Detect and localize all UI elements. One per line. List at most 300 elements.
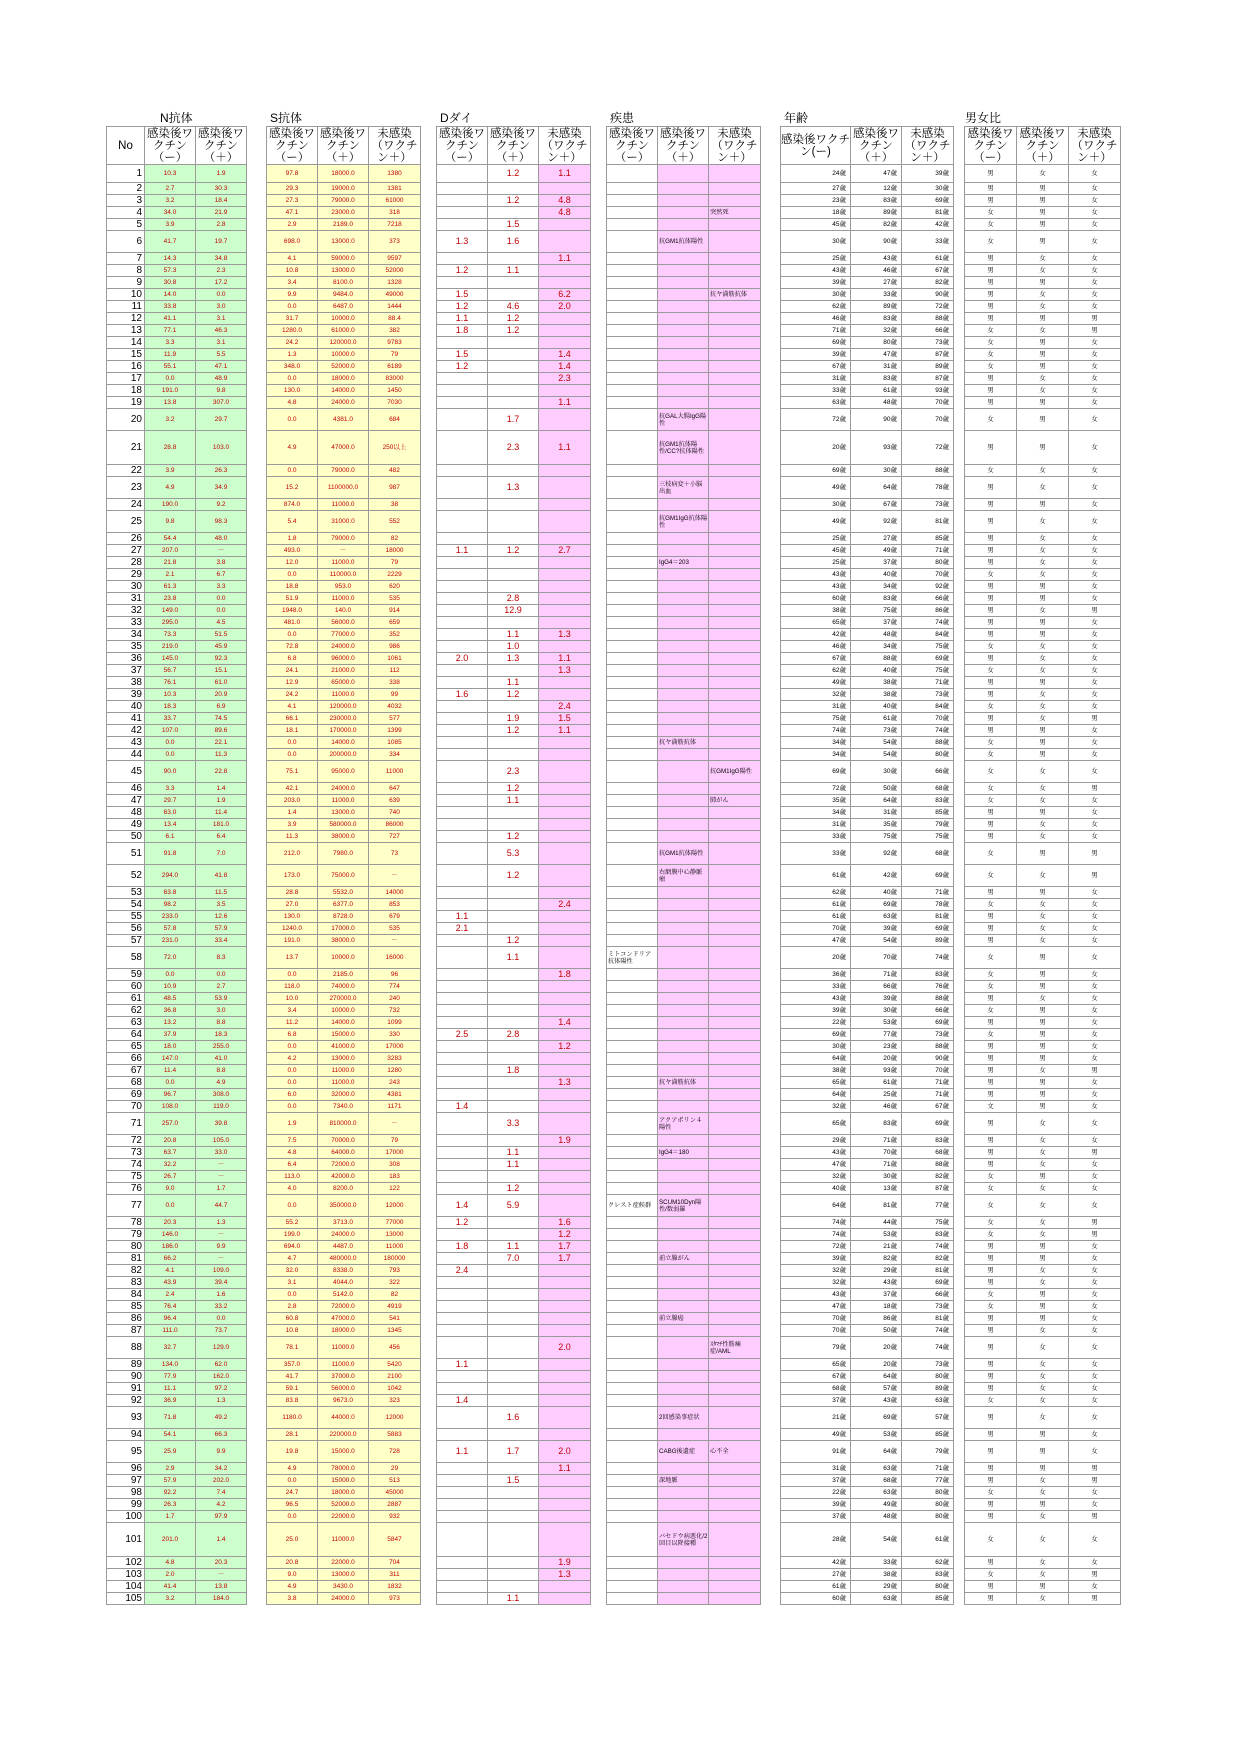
- table-row: [965, 1053, 1121, 1065]
- cell-s1: 12.0: [267, 557, 318, 569]
- cell-a3: 76歳: [902, 981, 954, 993]
- table-row: [781, 725, 954, 737]
- cell-dz1: [607, 935, 658, 947]
- cell-dz2: [658, 1065, 709, 1077]
- cell-x1: 男: [965, 477, 1017, 499]
- cell-no: 73: [107, 1147, 145, 1159]
- cell-d1: [437, 1159, 488, 1171]
- cell-x3: 女: [1069, 923, 1121, 935]
- cell-d2: 1.2: [488, 783, 539, 795]
- cell-n1: 13.4: [145, 819, 196, 831]
- cell-dz1: [607, 677, 658, 689]
- cell-dz3: [709, 1593, 761, 1605]
- column-header-s1: 感染後ワクチン（ー）: [267, 127, 318, 165]
- header-row: [965, 127, 1121, 165]
- cell-dz3: [709, 1289, 761, 1301]
- cell-a3: 74歳: [902, 947, 954, 969]
- table-row: [965, 1029, 1121, 1041]
- table-row: [781, 887, 954, 899]
- table-row: [607, 1135, 761, 1147]
- cell-x3: 女: [1069, 1101, 1121, 1113]
- table-row: [607, 617, 761, 629]
- table-row: [607, 1195, 761, 1217]
- table-row: [437, 677, 591, 689]
- table-row: [107, 1429, 247, 1441]
- table-row: [107, 277, 247, 289]
- cell-dz3: [709, 783, 761, 795]
- cell-dz1: [607, 1113, 658, 1135]
- cell-d2: [488, 511, 539, 533]
- cell-dz2: [658, 1017, 709, 1029]
- column-header-d2: 感染後ワクチン（＋）: [488, 127, 539, 165]
- table-row: [437, 219, 591, 231]
- cell-d1: [437, 477, 488, 499]
- cell-x3: 女: [1069, 557, 1121, 569]
- cell-d1: 1.5: [437, 349, 488, 361]
- cell-n1: 4.8: [145, 1557, 196, 1569]
- table-row: [607, 477, 761, 499]
- cell-a3: 80歳: [902, 1371, 954, 1383]
- cell-s3: 740: [369, 807, 421, 819]
- table-row: [437, 617, 591, 629]
- table-row: [965, 1289, 1121, 1301]
- table-row: [781, 361, 954, 373]
- cell-s3: 1380: [369, 165, 421, 183]
- column-header-x2: 感染後ワクチン（＋）: [1017, 127, 1069, 165]
- cell-a2: 39歳: [851, 993, 902, 1005]
- cell-n2: 8.3: [196, 947, 247, 969]
- group-title-s-antibody: S抗体: [270, 111, 303, 125]
- table-row: [437, 887, 591, 899]
- cell-dz3: [709, 1041, 761, 1053]
- cell-x1: 男: [965, 677, 1017, 689]
- table-row: [781, 465, 954, 477]
- cell-d1: [437, 1301, 488, 1313]
- cell-x1: 男: [965, 397, 1017, 409]
- cell-a3: 79歳: [902, 1441, 954, 1463]
- cell-s2: 13000.0: [318, 807, 369, 819]
- table-row: [107, 253, 247, 265]
- table-row: [437, 183, 591, 195]
- table-row: [607, 629, 761, 641]
- cell-dz2: [658, 935, 709, 947]
- cell-s2: 11000.0: [318, 1065, 369, 1077]
- table-row: [965, 1463, 1121, 1475]
- cell-s1: 493.0: [267, 545, 318, 557]
- table-row: [607, 1313, 761, 1325]
- table-row: [107, 1183, 247, 1195]
- cell-d2: [488, 499, 539, 511]
- cell-a3: 81歳: [902, 1313, 954, 1325]
- cell-a1: 24歳: [781, 165, 851, 183]
- table-row: [267, 993, 421, 1005]
- table-row: [437, 1395, 591, 1407]
- cell-n2: 0.0: [196, 1313, 247, 1325]
- table-row: [781, 1337, 954, 1359]
- cell-s1: 1.4: [267, 807, 318, 819]
- cell-dz2: [658, 981, 709, 993]
- cell-s1: 3.8: [267, 1593, 318, 1605]
- cell-no: 14: [107, 337, 145, 349]
- cell-s3: 311: [369, 1569, 421, 1581]
- cell-a2: 63歳: [851, 1593, 902, 1605]
- cell-x3: 女: [1069, 737, 1121, 749]
- cell-d1: [437, 865, 488, 887]
- cell-no: 88: [107, 1337, 145, 1359]
- table-row: [965, 1113, 1121, 1135]
- cell-s2: 140.0: [318, 605, 369, 617]
- cell-d3: [539, 935, 591, 947]
- cell-s3: 9783: [369, 337, 421, 349]
- table-row: [965, 1171, 1121, 1183]
- cell-a3: 67歳: [902, 1101, 954, 1113]
- cell-a1: 68歳: [781, 1383, 851, 1395]
- cell-dz2: [658, 617, 709, 629]
- table-row: [107, 313, 247, 325]
- cell-d3: [539, 183, 591, 195]
- cell-x1: 女: [965, 701, 1017, 713]
- cell-no: 50: [107, 831, 145, 843]
- table-row: [267, 923, 421, 935]
- cell-x1: 女: [965, 865, 1017, 887]
- cell-dz2: [658, 195, 709, 207]
- table-row: [781, 629, 954, 641]
- table-row: [437, 1077, 591, 1089]
- cell-s3: 6189: [369, 361, 421, 373]
- cell-d1: [437, 557, 488, 569]
- cell-x1: 女: [965, 569, 1017, 581]
- table-row: [607, 1511, 761, 1523]
- cell-x2: 女: [1017, 993, 1069, 1005]
- cell-d3: [539, 325, 591, 337]
- cell-d1: [437, 253, 488, 265]
- cell-d2: [488, 981, 539, 993]
- cell-x2: 女: [1017, 1569, 1069, 1581]
- cell-dz1: [607, 1301, 658, 1313]
- table-row: [267, 219, 421, 231]
- cell-x3: 女: [1069, 1383, 1121, 1395]
- cell-s3: 1328: [369, 277, 421, 289]
- table-row: [107, 1147, 247, 1159]
- cell-a3: 71歳: [902, 677, 954, 689]
- cell-a1: 28歳: [781, 1523, 851, 1557]
- cell-a3: 87歳: [902, 349, 954, 361]
- cell-a3: 82歳: [902, 1253, 954, 1265]
- cell-dz2: IgG4＝203: [658, 557, 709, 569]
- cell-dz3: [709, 1017, 761, 1029]
- table-row: [107, 1313, 247, 1325]
- cell-x1: 女: [965, 665, 1017, 677]
- cell-no: 93: [107, 1407, 145, 1429]
- table-row: [107, 1441, 247, 1463]
- cell-x2: 女: [1017, 301, 1069, 313]
- cell-x2: 女: [1017, 1475, 1069, 1487]
- cell-a1: 70歳: [781, 923, 851, 935]
- table-row: [781, 289, 954, 301]
- cell-s1: 4.1: [267, 253, 318, 265]
- cell-x3: 女: [1069, 207, 1121, 219]
- cell-d2: 1.2: [488, 935, 539, 947]
- cell-a1: 23歳: [781, 195, 851, 207]
- cell-a2: 38歳: [851, 1569, 902, 1581]
- cell-d3: 1.4: [539, 361, 591, 373]
- cell-a2: 18歳: [851, 1301, 902, 1313]
- cell-n1: 14.3: [145, 253, 196, 265]
- table-row: [437, 1289, 591, 1301]
- cell-dz3: [709, 653, 761, 665]
- cell-n2: 73.7: [196, 1325, 247, 1337]
- table-row: [267, 1313, 421, 1325]
- cell-dz2: [658, 641, 709, 653]
- table-row: [107, 1499, 247, 1511]
- cell-s2: 47000.0: [318, 1313, 369, 1325]
- cell-dz3: 抗GM1IgG陽性: [709, 761, 761, 783]
- cell-a1: 42歳: [781, 629, 851, 641]
- cell-a2: 48歳: [851, 397, 902, 409]
- cell-no: 17: [107, 373, 145, 385]
- cell-d1: 1.6: [437, 689, 488, 701]
- cell-n2: 20.9: [196, 689, 247, 701]
- cell-n1: 36.9: [145, 1395, 196, 1407]
- cell-d2: 1.2: [488, 689, 539, 701]
- cell-a2: 93歳: [851, 431, 902, 465]
- cell-no: 42: [107, 725, 145, 737]
- cell-a2: 66歳: [851, 981, 902, 993]
- cell-no: 60: [107, 981, 145, 993]
- cell-s3: 1171: [369, 1101, 421, 1113]
- cell-n1: 20.8: [145, 1135, 196, 1147]
- cell-s3: 973: [369, 1593, 421, 1605]
- cell-s2: 4044.0: [318, 1277, 369, 1289]
- cell-a2: 46歳: [851, 265, 902, 277]
- cell-a1: 34歳: [781, 807, 851, 819]
- cell-dz1: [607, 349, 658, 361]
- cell-d3: [539, 1487, 591, 1499]
- cell-s2: 953.0: [318, 581, 369, 593]
- cell-dz1: [607, 1407, 658, 1429]
- cell-dz3: [709, 1301, 761, 1313]
- cell-n1: 56.7: [145, 665, 196, 677]
- cell-n2: 3.1: [196, 337, 247, 349]
- cell-n2: 61.0: [196, 677, 247, 689]
- table-row: [267, 1077, 421, 1089]
- cell-x3: 女: [1069, 1289, 1121, 1301]
- cell-n2: 33.0: [196, 1147, 247, 1159]
- cell-no: 49: [107, 819, 145, 831]
- table-row: [781, 165, 954, 183]
- column-header-dz3: 未感染（ワクチン＋）: [709, 127, 761, 165]
- cell-no: 15: [107, 349, 145, 361]
- table-row: [437, 1407, 591, 1429]
- table-row: [437, 207, 591, 219]
- table-row: [107, 397, 247, 409]
- cell-x2: 男: [1017, 1053, 1069, 1065]
- cell-dz2: [658, 1359, 709, 1371]
- cell-x1: 女: [965, 1487, 1017, 1499]
- table-row: [965, 1229, 1121, 1241]
- cell-s3: 240: [369, 993, 421, 1005]
- cell-a2: 64歳: [851, 1441, 902, 1463]
- cell-x1: 女: [965, 337, 1017, 349]
- cell-a1: 61歳: [781, 911, 851, 923]
- cell-s1: 3.4: [267, 277, 318, 289]
- cell-d2: [488, 337, 539, 349]
- cell-x2: 男: [1017, 843, 1069, 865]
- cell-d1: [437, 1523, 488, 1557]
- cell-dz2: [658, 1005, 709, 1017]
- table-row: [965, 1407, 1121, 1429]
- cell-n2: 98.3: [196, 511, 247, 533]
- table-row: [965, 1077, 1121, 1089]
- table-row: [607, 749, 761, 761]
- table-row: [107, 207, 247, 219]
- table-row: [781, 409, 954, 431]
- cell-a1: 37歳: [781, 1395, 851, 1407]
- cell-x3: 女: [1069, 545, 1121, 557]
- table-row: [107, 409, 247, 431]
- column-header-x3: 未感染（ワクチン＋）: [1069, 127, 1121, 165]
- cell-a3: 89歳: [902, 361, 954, 373]
- cell-a1: 39歳: [781, 1005, 851, 1017]
- table-row: [107, 749, 247, 761]
- table-row: [267, 1371, 421, 1383]
- cell-n2: 21.9: [196, 207, 247, 219]
- cell-n1: 4.9: [145, 477, 196, 499]
- cell-d3: 2.4: [539, 701, 591, 713]
- cell-no: 40: [107, 701, 145, 713]
- cell-d2: [488, 349, 539, 361]
- cell-n2: 1.4: [196, 783, 247, 795]
- table-row: [781, 511, 954, 533]
- cell-d3: [539, 1407, 591, 1429]
- table-row: [107, 1229, 247, 1241]
- table-row: [965, 1371, 1121, 1383]
- cell-no: 47: [107, 795, 145, 807]
- table-row: [107, 783, 247, 795]
- table-row: [965, 511, 1121, 533]
- cell-n2: 51.5: [196, 629, 247, 641]
- cell-dz2: 右網膜中心静脈瘤: [658, 865, 709, 887]
- table-row: [267, 1041, 421, 1053]
- cell-x1: 女: [965, 1005, 1017, 1017]
- cell-dz2: 三枝病変＋小脳出血: [658, 477, 709, 499]
- cell-dz3: [709, 581, 761, 593]
- cell-n2: 22.1: [196, 737, 247, 749]
- cell-x2: 男: [1017, 593, 1069, 605]
- cell-x2: 女: [1017, 1265, 1069, 1277]
- cell-a1: 63歳: [781, 397, 851, 409]
- cell-a2: 37歳: [851, 557, 902, 569]
- cell-d2: 1.1: [488, 677, 539, 689]
- cell-n2: 33.2: [196, 1301, 247, 1313]
- table-row: [437, 911, 591, 923]
- cell-no: 57: [107, 935, 145, 947]
- cell-x1: 男: [965, 1265, 1017, 1277]
- table-row: [107, 807, 247, 819]
- cell-x1: 男: [965, 581, 1017, 593]
- cell-dz2: [658, 1217, 709, 1229]
- table-row: [965, 1265, 1121, 1277]
- cell-a2: 80歳: [851, 337, 902, 349]
- cell-x2: 男: [1017, 581, 1069, 593]
- cell-s1: 0.0: [267, 969, 318, 981]
- cell-x3: 女: [1069, 499, 1121, 511]
- cell-s3: 5883: [369, 1429, 421, 1441]
- cell-s3: 7218: [369, 219, 421, 231]
- table-row: [267, 689, 421, 701]
- cell-dz2: [658, 183, 709, 195]
- cell-n2: 105.0: [196, 1135, 247, 1147]
- cell-dz2: [658, 1569, 709, 1581]
- table-row: [267, 1241, 421, 1253]
- table-row: [437, 1359, 591, 1371]
- table-row: [107, 545, 247, 557]
- table-row: [267, 865, 421, 887]
- cell-n2: 181.0: [196, 819, 247, 831]
- cell-a3: 61歳: [902, 253, 954, 265]
- cell-x2: 男: [1017, 887, 1069, 899]
- cell-a1: 32歳: [781, 689, 851, 701]
- table-row: [607, 783, 761, 795]
- cell-d2: [488, 665, 539, 677]
- cell-a2: 92歳: [851, 511, 902, 533]
- cell-s2: 11000.0: [318, 689, 369, 701]
- table-row: [267, 593, 421, 605]
- table-row: [267, 629, 421, 641]
- cell-n1: 201.0: [145, 1523, 196, 1557]
- table-row: [965, 783, 1121, 795]
- cell-dz2: [658, 301, 709, 313]
- table-row: [107, 385, 247, 397]
- cell-no: 91: [107, 1383, 145, 1395]
- cell-d3: 1.7: [539, 1253, 591, 1265]
- cell-d1: 1.1: [437, 911, 488, 923]
- cell-d3: [539, 1277, 591, 1289]
- cell-d3: [539, 1325, 591, 1337]
- table-row: [781, 1325, 954, 1337]
- cell-s1: 75.1: [267, 761, 318, 783]
- cell-s1: 96.5: [267, 1499, 318, 1511]
- cell-dz3: [709, 1383, 761, 1395]
- table-row: [781, 1581, 954, 1593]
- cell-d3: [539, 1005, 591, 1017]
- cell-no: 24: [107, 499, 145, 511]
- table-row: [965, 831, 1121, 843]
- cell-dz2: 抗GM1抗体陽性/CC?抗体陽性: [658, 431, 709, 465]
- cell-x3: 女: [1069, 629, 1121, 641]
- cell-s3: 16000: [369, 947, 421, 969]
- cell-x2: 女: [1017, 465, 1069, 477]
- cell-dz2: SCUM10Dyn陽性/数弱羅: [658, 1195, 709, 1217]
- cell-dz1: [607, 701, 658, 713]
- cell-s1: 1948.0: [267, 605, 318, 617]
- cell-a1: 25歳: [781, 253, 851, 265]
- table-row: [781, 677, 954, 689]
- table-row: [107, 301, 247, 313]
- cell-d1: [437, 1557, 488, 1569]
- cell-s2: 14000.0: [318, 385, 369, 397]
- table-row: [781, 545, 954, 557]
- cell-s1: 3.4: [267, 1005, 318, 1017]
- cell-d2: 7.0: [488, 1253, 539, 1265]
- cell-dz2: [658, 253, 709, 265]
- cell-s3: 11000: [369, 1241, 421, 1253]
- table-row: [267, 1581, 421, 1593]
- cell-s1: 4.8: [267, 397, 318, 409]
- table-row: [607, 819, 761, 831]
- cell-no: 53: [107, 887, 145, 899]
- cell-no: 79: [107, 1229, 145, 1241]
